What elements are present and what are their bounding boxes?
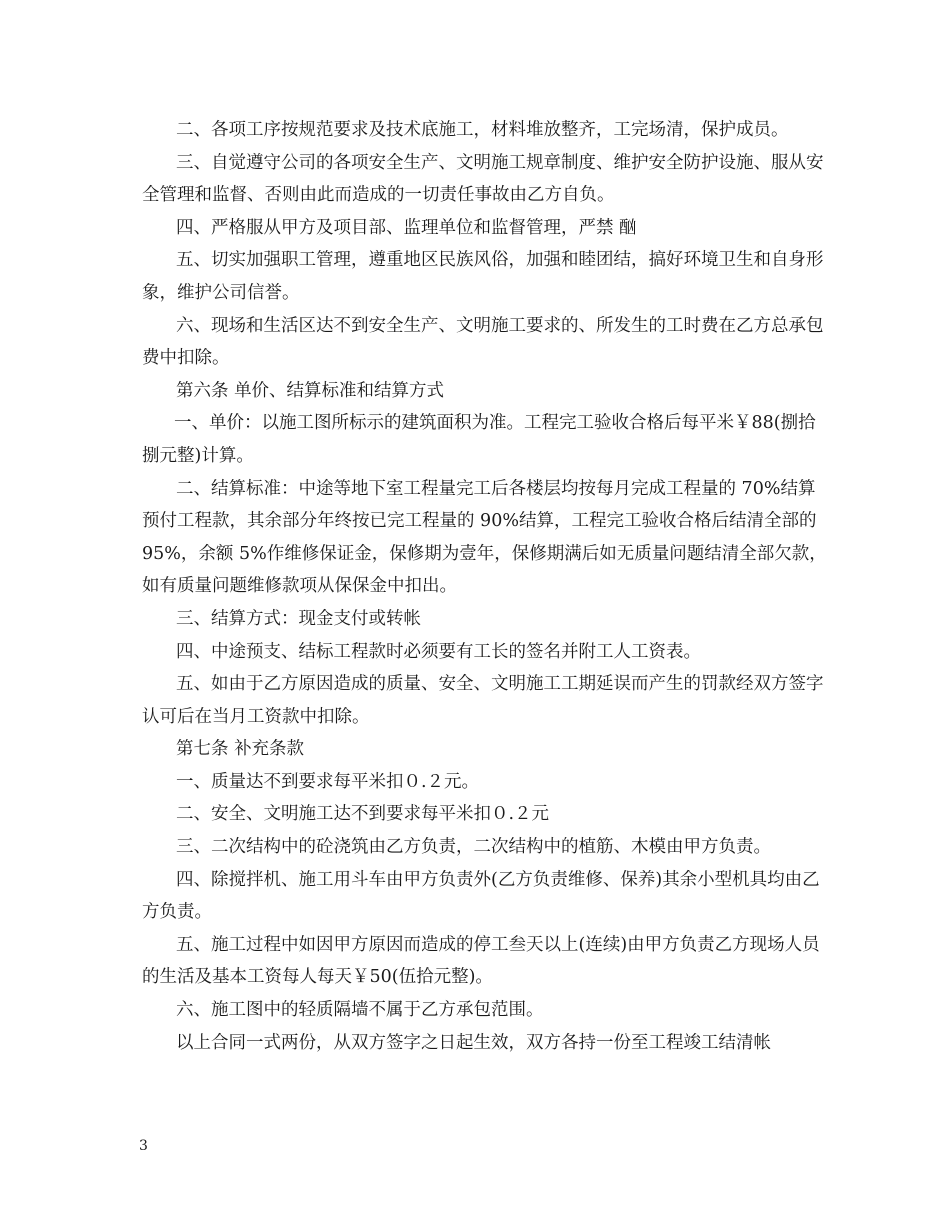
paragraph-p5: 六、现场和生活区达不到安全生产、文明施工要求的、所发生的工时费在乙方总承包费中扣除。 (142, 315, 824, 369)
paragraph-p2: 三、自觉遵守公司的各项安全生产、文明施工规章制度、维护安全防护设施、服从安全管理和监督、否则由此而造成的一切责任事故由乙方自负。 (142, 152, 824, 206)
section-heading-7: 第七条 补充条款 (176, 739, 305, 760)
paragraph-p1: 二、各项工序按规范要求及技术底施工，材料堆放整齐，工完场清，保护成员。 (176, 120, 789, 140)
paragraph-p18: 六、施工图中的轻质隔墙不属于乙方承包范围。 (176, 1000, 544, 1021)
body-text (142, 114, 832, 1059)
paragraph-p19: 以上合同一式两份，从双方签字之日起生效，双方各持一份至工程竣工结清帐 (176, 1032, 771, 1053)
paragraph-p16: 四、除搅拌机、施工用斗车由甲方负责外(乙方负责维修、保养)其余小型机具均由乙方负责。 (142, 869, 820, 923)
paragraph-p13: 一、质量达不到要求每平米扣０.２元。 (176, 771, 480, 792)
page-number: 3 (139, 1138, 148, 1154)
paragraph-p15: 三、二次结构中的砼浇筑由乙方负责，二次结构中的植筋、木模由甲方负责。 (176, 837, 771, 858)
paragraph-p14: 二、安全、文明施工达不到要求每平米扣０.２元 (176, 804, 550, 825)
paragraph-p17: 五、施工过程中如因甲方原因而造成的停工叁天以上(连续)由甲方负责乙方现场人员的生活及基本工资每人每天￥50(伍拾元整)。 (142, 934, 820, 988)
paragraph-p11: 五、如由于乙方原因造成的质量、安全、文明施工工期延误而产生的罚款经双方签字认可后在当月工资款中扣除。 (142, 674, 824, 727)
paragraph-p3: 四、严格服从甲方及项目部、监理单位和监督管理，严禁 酗 (176, 217, 637, 238)
paragraph-p9: 三、结算方式：现金支付或转帐 (176, 608, 421, 629)
paragraph-p4: 五、切实加强职工管理，遵重地区民族风俗，加强和睦团结，搞好环境卫生和自身形象，维护公司信誉。 (142, 250, 824, 303)
paragraph-p10: 四、中途预支、结标工程款时必须要有工长的签名并附工人工资表。 (176, 641, 701, 662)
paragraph-p7: 一、单价：以施工图所标示的建筑面积为准。工程完工验收合格后每平米￥88(捌拾捌元整)计算。 (142, 413, 816, 466)
paragraph-p8: 二、结算标准：中途等地下室工程量完工后各楼层均按每月完成工程量的 70%结算预付工程款，其余部分年终按已完工程量的 90%结算，工程完工验收合格后结清全部的 95%，余额 5%作维修保证金，保修期为壹年，保修期满后如无质量问题结清全部欠款，如有质量问题维修款项从保保金中扣出。 (142, 478, 827, 597)
section-heading-6: 第六条 单价、结算标准和结算方式 (176, 380, 445, 401)
